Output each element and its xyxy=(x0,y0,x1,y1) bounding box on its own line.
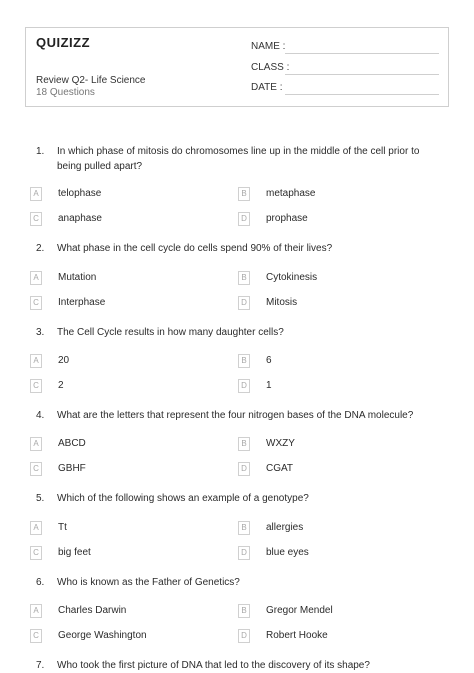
option-text: Mutation xyxy=(58,272,97,283)
date-field[interactable] xyxy=(285,94,439,95)
question-number: 6. xyxy=(36,577,45,588)
option-letter: D xyxy=(238,546,250,560)
option-text: Robert Hooke xyxy=(266,630,328,641)
option-text: Gregor Mendel xyxy=(266,605,333,616)
option-text: GBHF xyxy=(58,463,86,474)
class-label: CLASS : xyxy=(251,62,290,73)
option-text: CGAT xyxy=(266,463,294,474)
question-text: In which phase of mitosis do chromosomes line up in the middle of the cell prior to being pulled apart? xyxy=(57,146,420,172)
question-text: What phase in the cell cycle do cells spend 90% of their lives? xyxy=(57,243,333,254)
option-text: telophase xyxy=(58,188,102,199)
option-letter: A xyxy=(30,187,42,201)
option-letter: A xyxy=(30,521,42,535)
question-number: 4. xyxy=(36,410,45,421)
question-number: 3. xyxy=(36,327,45,338)
option-letter: C xyxy=(30,379,42,393)
question-number: 7. xyxy=(36,660,45,671)
option-letter: A xyxy=(30,354,42,368)
option-text: 1 xyxy=(266,380,272,391)
option-letter: C xyxy=(30,296,42,310)
question-text: Who took the first picture of DNA that led to the discovery of its shape? xyxy=(57,660,370,671)
option-text: ABCD xyxy=(58,438,86,449)
worksheet-header xyxy=(25,27,449,107)
question-number: 2. xyxy=(36,243,45,254)
question-count: 18 Questions xyxy=(36,87,95,98)
option-letter: D xyxy=(238,462,250,476)
question-number: 1. xyxy=(36,146,45,157)
option-letter: C xyxy=(30,629,42,643)
option-text: 2 xyxy=(58,380,64,391)
option-text: metaphase xyxy=(266,188,316,199)
option-letter: A xyxy=(30,271,42,285)
option-letter: D xyxy=(238,296,250,310)
option-letter: C xyxy=(30,462,42,476)
option-letter: B xyxy=(238,437,250,451)
question-text: The Cell Cycle results in how many daughter cells? xyxy=(57,327,284,338)
option-text: Cytokinesis xyxy=(266,272,318,283)
option-letter: C xyxy=(30,212,42,226)
name-label: NAME : xyxy=(251,41,286,52)
question-text: Who is known as the Father of Genetics? xyxy=(57,577,240,588)
option-letter: B xyxy=(238,354,250,368)
option-text: George Washington xyxy=(58,630,147,641)
option-text: Charles Darwin xyxy=(58,605,127,616)
option-text: allergies xyxy=(266,522,304,533)
question-number: 5. xyxy=(36,493,45,504)
quizizz-logo: QUIZIZZ xyxy=(36,35,91,50)
option-letter: B xyxy=(238,521,250,535)
option-letter: C xyxy=(30,546,42,560)
option-text: Interphase xyxy=(58,297,106,308)
option-text: WXZY xyxy=(266,438,295,449)
option-text: 6 xyxy=(266,355,272,366)
option-letter: B xyxy=(238,271,250,285)
option-letter: A xyxy=(30,604,42,618)
option-text: prophase xyxy=(266,213,308,224)
option-letter: A xyxy=(30,437,42,451)
option-text: Mitosis xyxy=(266,297,298,308)
option-letter: D xyxy=(238,629,250,643)
option-letter: D xyxy=(238,212,250,226)
option-text: anaphase xyxy=(58,213,102,224)
option-letter: B xyxy=(238,604,250,618)
class-field[interactable] xyxy=(285,74,439,75)
question-text: What are the letters that represent the four nitrogen bases of the DNA molecule? xyxy=(57,410,414,421)
worksheet-title: Review Q2- Life Science xyxy=(36,75,146,86)
option-letter: B xyxy=(238,187,250,201)
option-text: blue eyes xyxy=(266,547,309,558)
option-letter: D xyxy=(238,379,250,393)
option-text: big feet xyxy=(58,547,91,558)
option-text: 20 xyxy=(58,355,70,366)
date-label: DATE : xyxy=(251,82,283,93)
name-field[interactable] xyxy=(285,53,439,54)
option-text: Tt xyxy=(58,522,67,533)
question-text: Which of the following shows an example of a genotype? xyxy=(57,493,309,504)
